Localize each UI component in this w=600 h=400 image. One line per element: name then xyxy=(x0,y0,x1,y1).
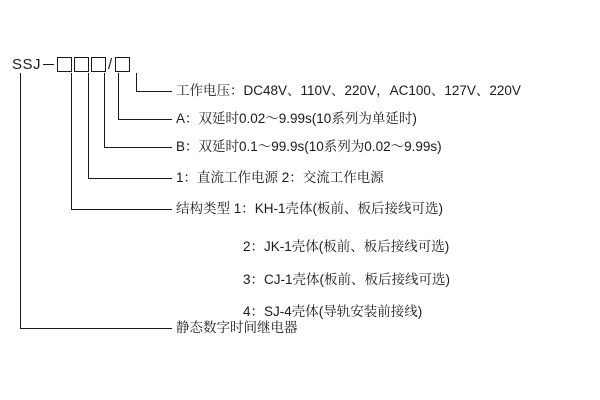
model-box-4 xyxy=(115,57,130,72)
leader-line-structure-horizontal xyxy=(71,209,172,210)
annotation-product: 静态数字时间继电器 xyxy=(176,320,298,335)
annotation-structure-2: 2：JK-1壳体(板前、板后接线可选) xyxy=(243,239,450,254)
model-box-3 xyxy=(91,57,106,72)
leader-line-power-vertical xyxy=(88,73,89,179)
annotation-voltage: 工作电压：DC48V、110V、220V，AC100、127V、220V xyxy=(176,83,521,98)
leader-line-power-horizontal xyxy=(88,178,172,179)
leader-line-range-a-vertical xyxy=(118,73,119,120)
annotation-power: 1：直流工作电源 2：交流工作电源 xyxy=(176,170,384,185)
model-box-1 xyxy=(57,57,72,72)
model-separator: / xyxy=(108,56,113,73)
annotation-structure-4: 4：SJ-4壳体(导轨安装前接线) xyxy=(243,304,423,319)
leader-line-product-horizontal xyxy=(20,328,172,329)
leader-line-voltage-horizontal xyxy=(136,91,172,92)
leader-line-range-b-vertical xyxy=(104,73,105,148)
leader-line-range-b-horizontal xyxy=(104,147,172,148)
model-prefix: SSJ xyxy=(12,55,42,73)
leader-line-range-a-horizontal xyxy=(118,119,172,120)
model-box-2 xyxy=(74,57,89,72)
annotation-structure: 结构类型 1：KH-1壳体(板前、板后接线可选) xyxy=(176,201,444,216)
model-code xyxy=(12,56,131,73)
model-dash xyxy=(43,64,54,66)
annotation-structure-3: 3：CJ-1壳体(板前、板后接线可选) xyxy=(243,272,451,287)
leader-line-structure-vertical xyxy=(71,73,72,210)
annotation-range-a: A：双延时0.02～9.99s(10系列为单延时) xyxy=(176,111,417,126)
leader-line-voltage-vertical xyxy=(136,73,137,92)
annotation-range-b: B：双延时0.1～99.9s(10系列为0.02～9.99s) xyxy=(176,139,442,154)
leader-line-product-vertical xyxy=(20,73,21,329)
